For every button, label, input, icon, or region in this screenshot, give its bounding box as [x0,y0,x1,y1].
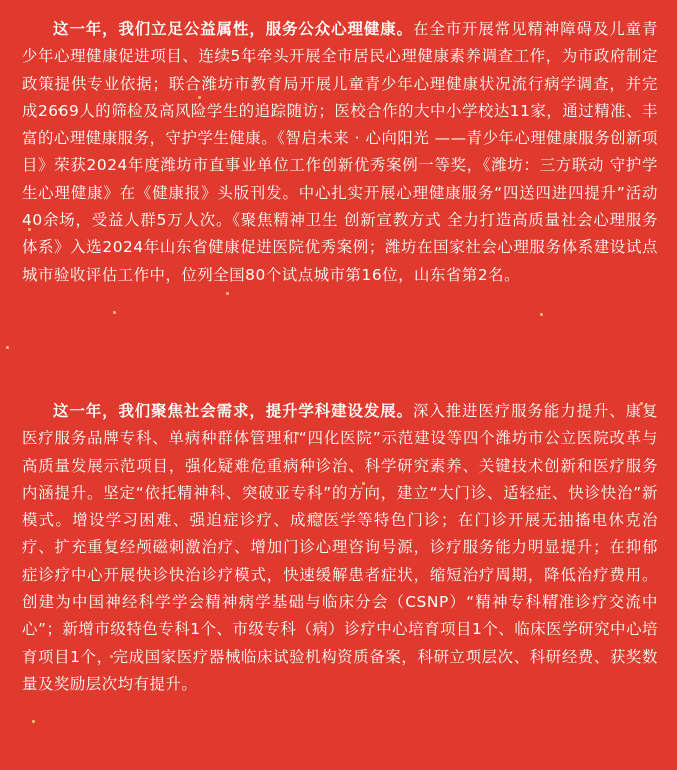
paragraph-lead: 这一年，我们聚焦社会需求，提升学科建设发展。 [53,402,413,420]
paragraph-public-mental-health [22,16,658,289]
paragraph-discipline-development [22,398,658,698]
paragraph-lead: 这一年，我们立足公益属性，服务公众心理健康。 [53,20,413,38]
sparkle-dot [540,313,543,316]
sparkle-dot [32,720,35,723]
paragraph-body: 在全市开展常见精神障碍及儿童青少年心理健康促进项目、连续5年牵头开展全市居民心理健康素养调查工作，为市政府制定政策提供专业依据；联合潍坊市教育局开展儿童青少年心理健康状况流行病学调查，并完成2669人的筛检及高风险学生的追踪随访；医校合作的大中小学校达11家，通过精准、丰富的心理健康服务，守护学生健康。《智启未来 · 心向阳光 ——青少年心理健康服务创新项目》荣获2024年度潍坊市直事业单位工作创新优秀案例一等奖，《潍坊：三方联动 守护学生心理健康》在《健康报》头版刊发。中心扎实开展心理健康服务“四送四进四提升”活动40余场，受益人群5万人次。《聚焦精神卫生 创新宣教方式 全力打造高质量社会心理服务体系》入选2024年山东省健康促进医院优秀案例；潍坊在国家社会心理服务体系建设试点城市验收评估工作中，位列全国80个试点城市第16位，山东省第2名。 [22,20,658,284]
sparkle-dot [113,311,116,314]
sparkle-dot [226,292,229,295]
paragraph-body: 深入推进医疗服务能力提升、康复医疗服务品牌专科、单病种群体管理和“四化医院”示范建设等四个潍坊市公立医院改革与高质量发展示范项目，强化疑难危重病种诊治、科学研究素养、关键技术创新和医疗服务内涵提升。坚定“依托精神科、突破亚专科”的方向，建立“大门诊、适轻症、快诊快治”新模式。增设学习困难、强迫症诊疗、成瘾医学等特色门诊；在门诊开展无抽搐电休克治疗、扩充重复经颅磁刺激治疗、增加门诊心理咨询号源，诊疗服务能力明显提升；在抑郁症诊疗中心开展快诊快治诊疗模式，快速缓解患者症状，缩短治疗周期，降低治疗费用。创建为中国神经科学学会精神病学基础与临床分会（CSNP）“精神专科精准诊疗交流中心”；新增市级特色专科1个、市级专科（病）诊疗中心培育项目1个、临床医学研究中心培育项目1个，完成国家医疗器械临床试验机构资质备案，科研立项层次、科研经费、获奖数量及奖励层次均有提升。 [22,402,658,693]
sparkle-dot [6,346,9,349]
